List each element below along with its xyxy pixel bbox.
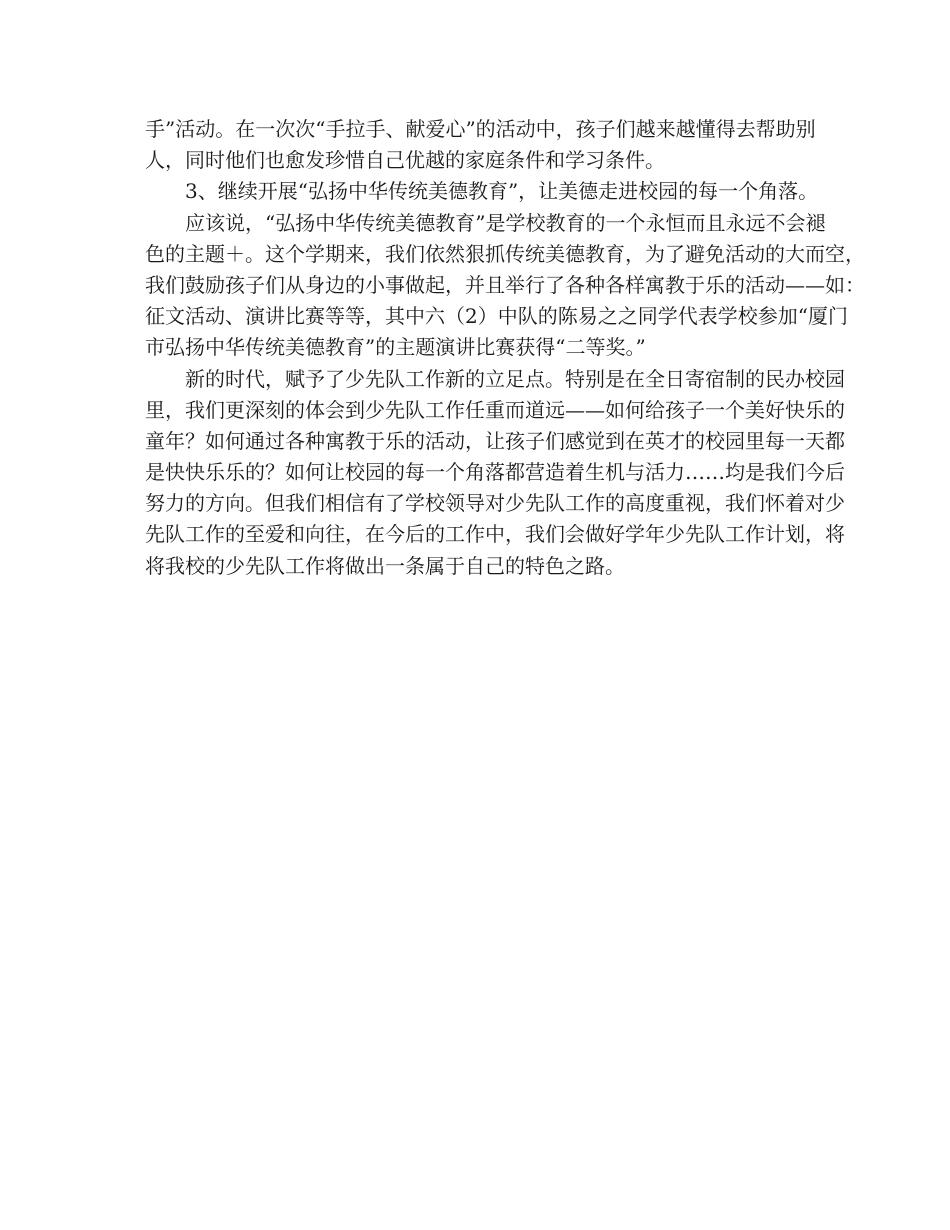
text-line: 努力的方向。但我们相信有了学校领导对少先队工作的高度重视，我们怀着对少	[145, 491, 845, 516]
text-line: 先队工作的至爱和向往，在今后的工作中，我们会做好学年少先队工作计划，将	[145, 522, 845, 547]
text-line: 色的主题＋。这个学期来，我们依然狠抓传统美德教育，为了避免活动的大而空，	[145, 241, 865, 266]
text-line: 人，同时他们也愈发珍惜自己优越的家庭条件和学习条件。	[145, 148, 665, 173]
document-body	[145, 114, 865, 582]
text-line: 我们鼓励孩子们从身边的小事做起，并且举行了各种各样寓教于乐的活动——如：	[145, 272, 865, 297]
text-line: 新的时代，赋予了少先队工作新的立足点。特别是在全日寄宿制的民办校园	[185, 366, 845, 391]
text-line: 是快快乐乐的？如何让校园的每一个角落都营造着生机与活力……均是我们今后	[145, 460, 845, 485]
text-line: 童年？如何通过各种寓教于乐的活动，让孩子们感觉到在英才的校园里每一天都	[145, 428, 845, 453]
text-line: 应该说，“弘扬中华传统美德教育”是学校教育的一个永恒而且永远不会褪	[185, 210, 826, 235]
text-line: 里，我们更深刻的体会到少先队工作任重而道远——如何给孩子一个美好快乐的	[145, 397, 845, 422]
text-line: 市弘扬中华传统美德教育”的主题演讲比赛获得“二等奖。”	[145, 335, 646, 360]
text-line: 将我校的少先队工作将做出一条属于自己的特色之路。	[145, 553, 625, 578]
section-heading-line: 3、继续开展“弘扬中华传统美德教育”，让美德走进校园的每一个角落。	[185, 179, 819, 204]
text-line: 手”活动。在一次次“手拉手、献爱心”的活动中，孩子们越来越懂得去帮助别	[145, 117, 816, 141]
text-line: 征文活动、演讲比赛等等，其中六（2）中队的陈易之之同学代表学校参加“厦门	[145, 304, 848, 329]
